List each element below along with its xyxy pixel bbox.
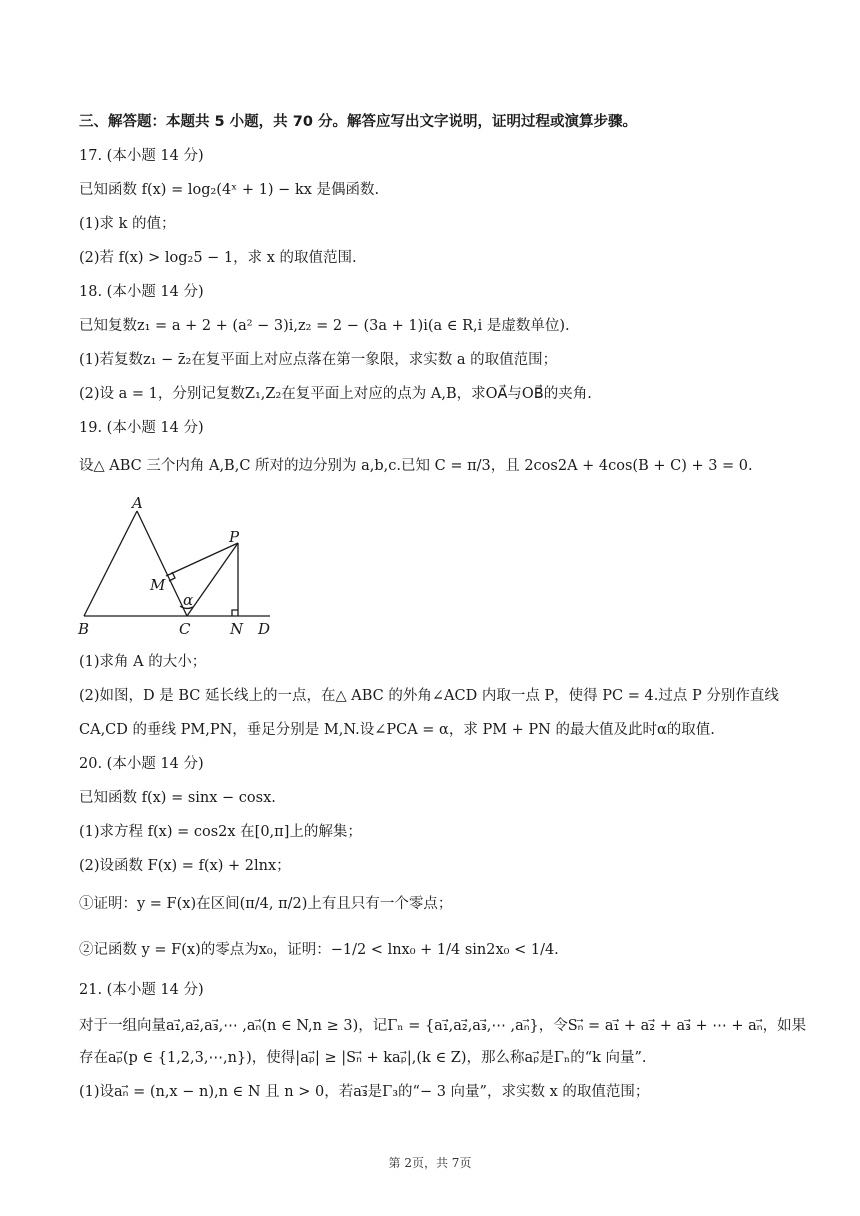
problem-20-statement: 已知函数 f(x) = sinx − cosx. xyxy=(79,790,276,806)
label-a: A xyxy=(132,494,143,512)
label-p: P xyxy=(229,528,240,546)
label-n: N xyxy=(230,620,244,638)
label-c: C xyxy=(179,620,191,638)
problem-21-statement: 对于一组向量a₁⃗,a₂⃗,a₃⃗,⋯ ,aₙ⃗(n ∈ N,n ≥ 3)，记Γₙ = {a₁⃗,a₂⃗,a₃⃗,⋯ ,aₙ⃗}，令Sₙ⃗ = a₁⃗ + a₂⃗ + a₃⃗ + ⋯ + aₙ⃗，如果 xyxy=(79,1018,807,1034)
problem-19-part-2-cont: CA,CD 的垂线 PM,PN，垂足分别是 M,N.设∠PCA = α，求 PM + PN 的最大值及此时α的取值. xyxy=(79,722,715,738)
problem-19-heading: 19. (本小题 14 分) xyxy=(79,420,204,436)
problem-17-part-2: (2)若 f(x) > log₂5 − 1，求 x 的取值范围. xyxy=(79,250,357,266)
problem-20-heading: 20. (本小题 14 分) xyxy=(79,756,204,772)
problem-19-part-2: (2)如图，D 是 BC 延长线上的一点，在△ ABC 的外角∠ACD 内取一点 P，使得 PC = 4.过点 P 分别作直线 xyxy=(79,688,779,704)
label-b: B xyxy=(78,620,90,638)
problem-19-part-1: (1)求角 A 的大小； xyxy=(79,654,207,670)
problem-20-part-1: (1)求方程 f(x) = cos2x 在[0,π]上的解集； xyxy=(79,824,362,840)
problem-17-part-1: (1)求 k 的值； xyxy=(79,216,176,232)
problem-18-heading: 18. (本小题 14 分) xyxy=(79,284,204,300)
right-angle-n xyxy=(232,610,238,616)
problem-18-part-1: (1)若复数z₁ − z̄₂在复平面上对应点落在第一象限，求实数 a 的取值范围； xyxy=(79,352,558,368)
problem-17-heading: 17. (本小题 14 分) xyxy=(79,148,204,164)
problem-21-heading: 21. (本小题 14 分) xyxy=(79,982,204,998)
problem-21-part-1: (1)设aₙ⃗ = (n,x − n),n ∈ N 且 n > 0，若a₃⃗是Γ₃的“− 3 向量”，求实数 x 的取值范围； xyxy=(79,1084,650,1100)
problem-17-statement: 已知函数 f(x) = log₂(4ˣ + 1) − kx 是偶函数. xyxy=(79,182,380,198)
problem-18-part-2: (2)设 a = 1，分别记复数Z₁,Z₂在复平面上对应的点为 A,B，求OA⃗与OB⃗的夹角. xyxy=(79,386,592,402)
page-footer: 第 2页，共 7页 xyxy=(388,1156,472,1170)
problem-20-part-2-a: ①证明：y = F(x)在区间(π/4, π/2)上有且只有一个零点； xyxy=(79,896,453,912)
segment-ac xyxy=(137,511,187,616)
label-d: D xyxy=(258,620,271,638)
triangle-figure xyxy=(74,494,284,640)
segment-ab xyxy=(84,511,137,616)
problem-19-statement: 设△ ABC 三个内角 A,B,C 所对的边分别为 a,b,c.已知 C = π/3，且 2cos2A + 4cos(B + C) + 3 = 0. xyxy=(79,458,753,474)
problem-18-statement: 已知复数z₁ = a + 2 + (a² − 3)i,z₂ = 2 − (3a + 1)i(a ∈ R,i 是虚数单位). xyxy=(79,318,570,334)
problem-21-statement-cont: 存在aₚ⃗(p ∈ {1,2,3,⋯,n})，使得|aₚ⃗| ≥ |Sₙ⃗ + kaₚ⃗|,(k ∈ Z)，那么称aₚ⃗是Γₙ的“k 向量”. xyxy=(79,1050,647,1066)
problem-20-part-2: (2)设函数 F(x) = f(x) + 2lnx； xyxy=(79,858,291,874)
problem-20-part-2-b: ②记函数 y = F(x)的零点为x₀，证明：−1/2 < lnx₀ + 1/4 sin2x₀ < 1/4. xyxy=(79,942,559,958)
segment-cp xyxy=(187,543,238,616)
section-title: 三、解答题：本题共 5 小题，共 70 分。解答应写出文字说明，证明过程或演算步骤。 xyxy=(79,114,637,130)
label-alpha: α xyxy=(183,591,194,609)
label-m: M xyxy=(150,576,166,594)
